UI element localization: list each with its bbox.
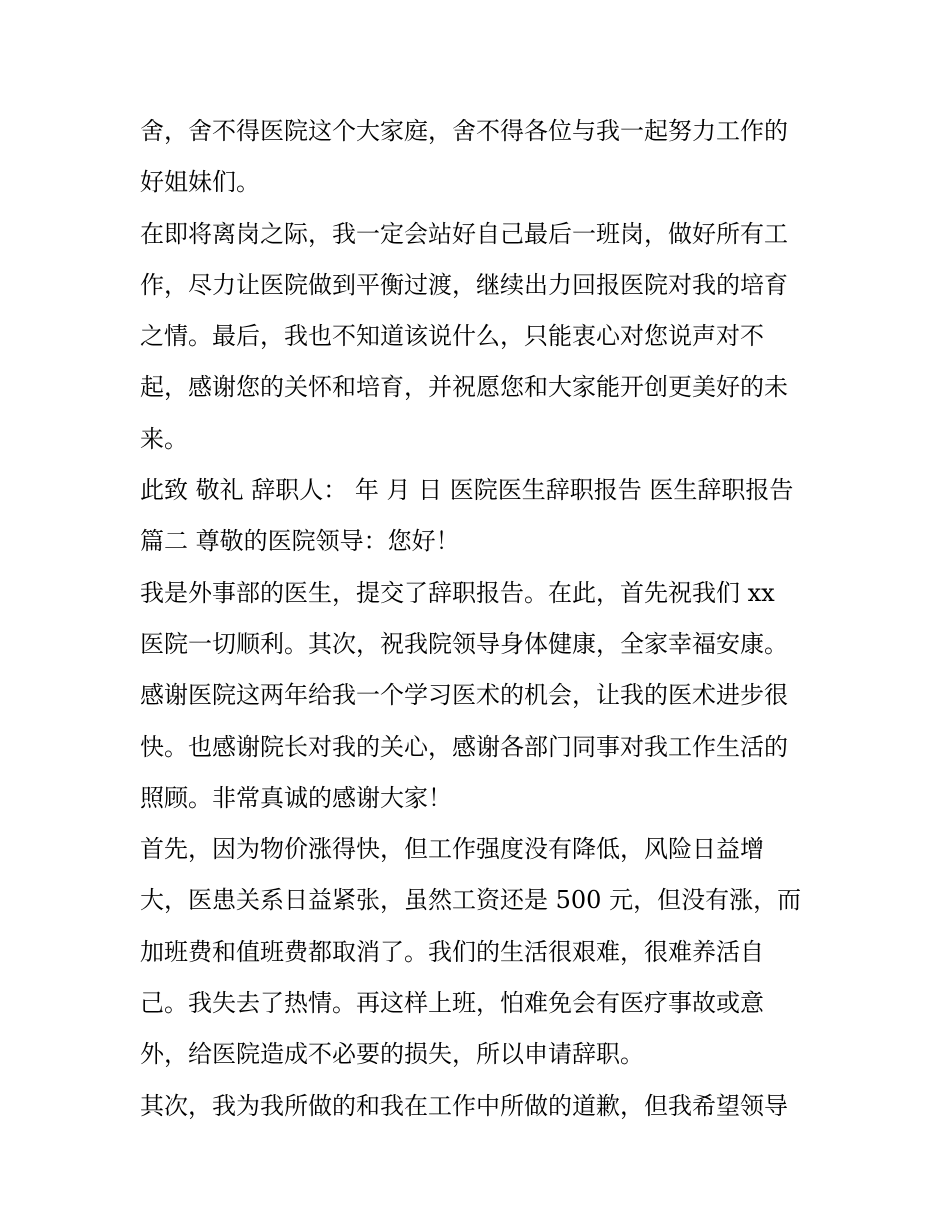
text-line-12: 感谢医院这两年给我一个学习医术的机会，让我的医术进步很 bbox=[140, 681, 788, 710]
text-line-10: 我是外事部的医生，提交了辞职报告。在此，首先祝我们 xx bbox=[140, 578, 775, 607]
text-line-11: 医院一切顺利。其次，祝我院领导身体健康，全家幸福安康。 bbox=[140, 629, 788, 658]
text-line-9: 篇二 尊敬的医院领导：您好！ bbox=[140, 527, 460, 556]
text-line-1: 舍，舍不得医院这个大家庭，舍不得各位与我一起努力工作的 bbox=[140, 117, 788, 145]
text-line-6: 起，感谢您的关怀和培育，并祝愿您和大家能开创更美好的未 bbox=[140, 373, 788, 402]
text-line-18: 己。我失去了热情。再这样上班，怕难免会有医疗事故或意 bbox=[140, 989, 764, 1018]
text-line-14: 照顾。非常真诚的感谢大家！ bbox=[140, 783, 452, 812]
text-line-8: 此致 敬礼 辞职人： 年 月 日 医院医生辞职报告 医生辞职报告 bbox=[140, 476, 794, 505]
text-line-7: 来。 bbox=[140, 424, 188, 453]
text-line-17: 加班费和值班费都取消了。我们的生活很艰难，很难养活自 bbox=[140, 937, 764, 966]
text-line-16: 大，医患关系日益紧张，虽然工资还是 500 元，但没有涨，而 bbox=[140, 886, 802, 915]
text-line-3: 在即将离岗之际，我一定会站好自己最后一班岗，做好所有工 bbox=[140, 219, 788, 248]
text-line-15: 首先，因为物价涨得快，但工作强度没有降低，风险日益增 bbox=[140, 835, 764, 864]
text-line-19: 外，给医院造成不必要的损失，所以申请辞职。 bbox=[140, 1040, 644, 1069]
text-line-20: 其次，我为我所做的和我在工作中所做的道歉，但我希望领导 bbox=[140, 1091, 788, 1120]
text-line-13: 快。也感谢院长对我的关心，感谢各部门同事对我工作生活的 bbox=[140, 732, 788, 761]
text-line-2: 好姐妹们。 bbox=[140, 168, 260, 197]
document-body bbox=[140, 106, 820, 1132]
text-line-4: 作，尽力让医院做到平衡过渡，继续出力回报医院对我的培育 bbox=[140, 270, 788, 299]
text-line-5: 之情。最后，我也不知道该说什么，只能衷心对您说声对不 bbox=[140, 322, 764, 351]
